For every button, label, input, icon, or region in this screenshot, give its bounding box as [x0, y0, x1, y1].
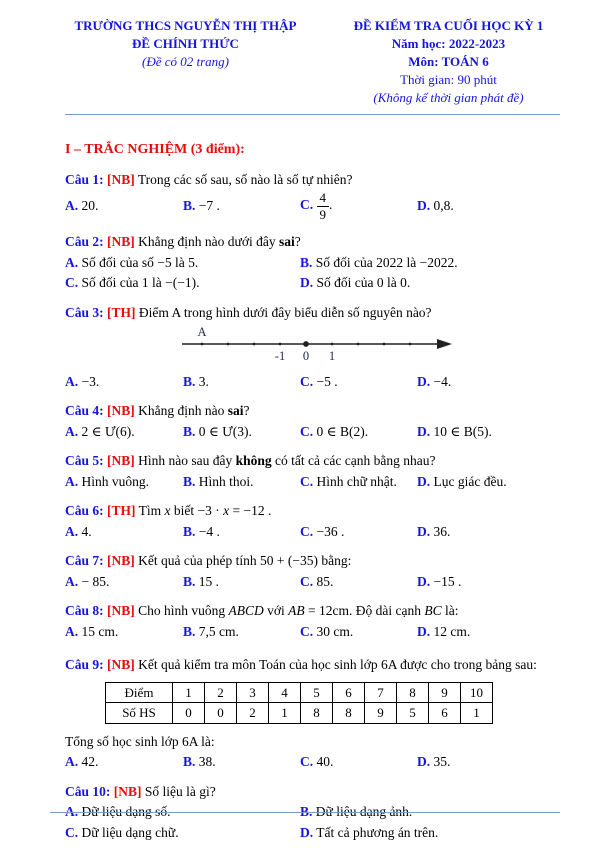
option-text: Dữ liệu dạng chữ. [81, 824, 179, 840]
question-4 [65, 402, 562, 440]
option-b [183, 473, 300, 491]
school-name: TRƯỜNG THCS NGUYỄN THỊ THẬP [74, 18, 297, 33]
score-cell: 3 [237, 682, 269, 703]
question-4-bold-word: sai [227, 403, 244, 419]
question-2-stem-end: ? [294, 234, 301, 250]
option-letter: A. [65, 373, 79, 389]
option-letter: D. [417, 523, 431, 539]
school-year: Năm học: 2022-2023 [391, 36, 506, 51]
option-d [417, 573, 562, 591]
option-text: 7,5 cm. [198, 623, 239, 639]
option-text: −3. [81, 373, 100, 389]
section-title: I – TRẮC NGHIỆM (3 điểm): [65, 142, 245, 157]
tick-label-0: 0 [302, 349, 310, 364]
fraction [317, 190, 333, 222]
equation-right: = −12 . [229, 503, 272, 519]
option-text: 4. [81, 523, 92, 539]
option-b [300, 254, 562, 272]
option-text: Số đối của 2022 là −2022. [315, 254, 458, 270]
score-cell: 10 [461, 682, 493, 703]
score-table [105, 682, 493, 724]
option-d [417, 753, 562, 771]
option-text: 3. [198, 373, 209, 389]
question-10-options-row2 [65, 824, 562, 842]
option-text: 0 ∈ B(2). [316, 423, 369, 439]
question-5-label: Câu 5: [65, 453, 104, 469]
question-6-stem-mid: biết [170, 503, 198, 519]
option-letter: A. [65, 254, 79, 270]
option-letter: B. [183, 473, 196, 489]
option-text: Hình vuông. [81, 473, 149, 489]
expression: 50 + (−35) [259, 553, 318, 569]
count-cell: 5 [397, 703, 429, 724]
question-1-stem: Trong các số sau, số nào là số tự nhiên? [137, 171, 353, 187]
option-b [183, 623, 300, 641]
question-8-stem: Cho hình vuông [138, 603, 229, 619]
score-cell: 2 [205, 682, 237, 703]
question-2-label: Câu 2: [65, 234, 104, 250]
option-letter: D. [417, 373, 431, 389]
table-row-counts [106, 703, 493, 724]
option-c [65, 824, 300, 842]
question-8 [65, 602, 562, 640]
shape-name: ABCD [228, 603, 264, 619]
option-text: 36. [433, 523, 451, 539]
option-text: 0 ∈ Ư(3). [198, 423, 252, 439]
option-letter: B. [183, 573, 196, 589]
option-letter: D. [417, 623, 431, 639]
question-4-label: Câu 4: [65, 403, 104, 419]
option-d [417, 623, 562, 641]
option-letter: C. [300, 573, 314, 589]
question-6-tag: [TH] [107, 503, 136, 519]
option-text: Tất cả phương án trên. [316, 824, 439, 840]
option-letter: D. [417, 573, 431, 589]
option-a [65, 373, 183, 391]
option-letter: C. [300, 423, 314, 439]
exam-type: ĐỀ CHÍNH THỨC [132, 36, 239, 51]
score-cell: 1 [173, 682, 205, 703]
option-text: Dữ liệu dạng số. [81, 804, 171, 820]
option-d [417, 473, 562, 491]
option-d [417, 373, 562, 391]
question-7-options [65, 573, 562, 591]
score-cell: 9 [429, 682, 461, 703]
option-text: Dữ liệu dạng ảnh. [315, 804, 413, 820]
option-d [417, 423, 562, 441]
option-b [183, 753, 300, 771]
question-8-options [65, 623, 562, 641]
tick-label-minus1: -1 [274, 349, 286, 364]
exam-content [0, 141, 600, 841]
question-4-tag: [NB] [107, 403, 135, 419]
option-letter: B. [300, 254, 313, 270]
exam-title: ĐỀ KIỂM TRA CUỐI HỌC KỲ 1 [353, 18, 544, 33]
option-letter: B. [183, 373, 196, 389]
question-7-text [65, 552, 562, 570]
pages-note: (Đề có 02 trang) [141, 54, 229, 69]
number-line-image [180, 327, 480, 365]
option-letter: A. [65, 804, 79, 820]
question-1-label: Câu 1: [65, 171, 104, 187]
question-6-label: Câu 6: [65, 503, 104, 519]
question-8-tag: [NB] [107, 603, 135, 619]
option-letter: C. [300, 373, 314, 389]
question-2 [65, 233, 562, 292]
option-text: 20. [81, 198, 99, 214]
header-divider [65, 114, 560, 115]
question-3-text [65, 304, 562, 322]
option-letter: C. [300, 197, 314, 213]
question-3-tag: [TH] [107, 304, 136, 320]
count-cell: 0 [205, 703, 237, 724]
option-a [65, 254, 300, 272]
question-8-label: Câu 8: [65, 603, 104, 619]
option-text: 10 ∈ B(5). [433, 423, 492, 439]
option-letter: C. [300, 523, 314, 539]
count-cell: 6 [429, 703, 461, 724]
question-1-tag: [NB] [107, 171, 135, 187]
option-d [417, 523, 562, 541]
option-letter: D. [417, 754, 431, 770]
question-10-tag: [NB] [113, 783, 142, 799]
option-a [65, 573, 183, 591]
option-text: 42. [81, 754, 99, 770]
option-text: 30 cm. [316, 623, 354, 639]
equation-variable: x [223, 503, 230, 519]
option-c [300, 623, 417, 641]
subject: Môn: TOÁN 6 [408, 54, 489, 69]
option-c [300, 191, 417, 221]
option-b [183, 373, 300, 391]
option-c [300, 373, 417, 391]
count-cell: 8 [333, 703, 365, 724]
score-cell: 7 [365, 682, 397, 703]
option-letter: B. [300, 804, 313, 820]
question-7 [65, 552, 562, 590]
question-4-stem: Khẳng định nào [138, 403, 228, 419]
question-4-text [65, 402, 562, 420]
score-cell: 6 [333, 682, 365, 703]
header-left-block [58, 17, 313, 107]
fraction-numerator: 4 [317, 191, 330, 207]
option-letter: A. [65, 623, 79, 639]
variable-x: x [164, 503, 171, 519]
question-8-stem-mid: với [263, 603, 289, 619]
option-text: −5 . [316, 373, 338, 389]
option-b [183, 573, 300, 591]
question-9-stem: Kết quả kiểm tra môn Toán của học sinh lớp 6A được cho trong bảng sau: [138, 657, 537, 673]
option-a [65, 423, 183, 441]
question-3 [65, 304, 562, 391]
page-bottom-divider [50, 812, 560, 813]
point-a-label: A [197, 327, 207, 340]
question-7-stem-end: bằng: [317, 553, 352, 569]
option-text: 0,8. [433, 198, 454, 214]
question-5-options [65, 473, 562, 491]
duration: Thời gian: 90 phút [400, 72, 497, 87]
option-letter: D. [417, 473, 431, 489]
question-9 [65, 656, 562, 771]
question-3-stem: Điểm A trong hình dưới đây biểu diễn số nguyên nào? [138, 304, 432, 320]
question-5 [65, 452, 562, 490]
question-8-stem-mid2: = 12cm. Độ dài cạnh [304, 603, 425, 619]
fraction-denominator: 9 [319, 206, 326, 222]
question-2-tag: [NB] [107, 234, 135, 250]
option-letter: C. [300, 623, 314, 639]
count-cell: 9 [365, 703, 397, 724]
option-c [300, 423, 417, 441]
option-b [183, 197, 300, 215]
option-text: 15 cm. [81, 623, 119, 639]
option-text: 40. [316, 754, 334, 770]
tick-label-1: 1 [328, 349, 336, 364]
option-d [300, 824, 562, 842]
option-c [65, 274, 300, 292]
option-a [65, 197, 183, 215]
score-cell: 8 [397, 682, 429, 703]
option-text: Số đối của 1 là −(−1). [81, 275, 200, 291]
question-2-text [65, 233, 562, 251]
option-letter: B. [183, 423, 196, 439]
question-2-bold-word: sai [278, 234, 295, 250]
option-text: Số đối của 0 là 0. [316, 275, 411, 291]
option-letter: C. [300, 754, 314, 770]
option-b [183, 423, 300, 441]
question-9-label: Câu 9: [65, 657, 104, 673]
option-text: . [329, 197, 333, 213]
option-c [300, 473, 417, 491]
option-text: Lục giác đều. [433, 473, 507, 489]
option-d [417, 197, 562, 215]
question-9-subtext: Tổng số học sinh lớp 6A là: [65, 733, 215, 749]
question-9-text [65, 656, 562, 674]
arrow-head-icon [437, 339, 452, 349]
question-5-stem-end: có tất cả các cạnh bằng nhau? [271, 453, 436, 469]
question-6-text [65, 502, 562, 520]
option-text: 15 . [198, 573, 220, 589]
question-4-stem-end: ? [243, 403, 250, 419]
question-5-stem: Hình nào sau đây [138, 453, 236, 469]
question-10-stem: Số liệu là gì? [144, 783, 216, 799]
option-letter: C. [65, 824, 79, 840]
question-5-tag: [NB] [107, 453, 135, 469]
question-1-text [65, 171, 562, 189]
question-3-options [65, 373, 562, 391]
side-bc: BC [424, 603, 442, 619]
option-c [300, 753, 417, 771]
origin-point [303, 341, 309, 347]
question-6-stem: Tìm [138, 503, 165, 519]
option-text: 38. [198, 754, 216, 770]
option-text: − 85. [81, 573, 110, 589]
option-letter: A. [65, 754, 79, 770]
option-a [65, 753, 183, 771]
count-cell: 1 [461, 703, 493, 724]
option-text: Hình thoi. [198, 473, 254, 489]
option-letter: D. [417, 423, 431, 439]
count-cell: 2 [237, 703, 269, 724]
question-3-label: Câu 3: [65, 304, 104, 320]
number-line-figure [180, 327, 562, 370]
option-letter: C. [65, 275, 79, 291]
count-cell: 0 [173, 703, 205, 724]
option-a [65, 473, 183, 491]
option-text: −4. [433, 373, 452, 389]
question-1 [65, 171, 562, 222]
question-7-stem: Kết quả của phép tính [138, 553, 260, 569]
option-letter: A. [65, 523, 79, 539]
option-c [300, 523, 417, 541]
option-d [300, 274, 562, 292]
question-9-options [65, 753, 562, 771]
count-cell: 8 [301, 703, 333, 724]
option-letter: B. [183, 754, 196, 770]
table-row-scores [106, 682, 493, 703]
option-text: −15 . [433, 573, 462, 589]
option-letter: C. [300, 473, 314, 489]
question-5-text [65, 452, 562, 470]
option-text: Hình chữ nhật. [316, 473, 397, 489]
question-2-options-row1 [65, 254, 562, 272]
question-6 [65, 502, 562, 540]
option-letter: B. [183, 198, 196, 214]
option-text: 85. [316, 573, 334, 589]
option-text: 2 ∈ Ư(6). [81, 423, 135, 439]
option-text: −4 . [198, 523, 220, 539]
option-text: −36 . [316, 523, 345, 539]
option-text: 12 cm. [433, 623, 471, 639]
score-cell: 4 [269, 682, 301, 703]
equation-left: −3 · [197, 503, 224, 519]
exam-header [0, 0, 600, 107]
option-letter: D. [300, 824, 314, 840]
question-8-stem-end: là: [441, 603, 459, 619]
option-a [65, 523, 183, 541]
count-cell: 1 [269, 703, 301, 724]
option-letter: B. [183, 623, 196, 639]
option-c [300, 573, 417, 591]
option-a [65, 623, 183, 641]
header-right-block [331, 17, 566, 107]
option-letter: A. [65, 573, 79, 589]
row-header-diem: Điểm [106, 682, 173, 703]
question-10-label: Câu 10: [65, 783, 111, 799]
option-text: Số đối của số −5 là 5. [81, 254, 199, 270]
option-letter: A. [65, 423, 79, 439]
side-ab: AB [288, 603, 305, 619]
question-2-stem: Khẳng định nào dưới đây [138, 234, 279, 250]
row-header-sohs: Số HS [106, 703, 173, 724]
question-5-bold-word: không [235, 453, 272, 469]
question-7-tag: [NB] [107, 553, 135, 569]
question-8-text [65, 602, 562, 620]
option-letter: D. [300, 275, 314, 291]
question-2-options-row2 [65, 274, 562, 292]
option-text: 35. [433, 754, 451, 770]
option-b [183, 523, 300, 541]
question-10-text [65, 783, 562, 801]
question-9-tag: [NB] [107, 657, 135, 673]
option-letter: B. [183, 523, 196, 539]
score-cell: 5 [301, 682, 333, 703]
question-4-options [65, 423, 562, 441]
option-letter: D. [417, 198, 431, 214]
option-letter: A. [65, 198, 79, 214]
question-1-options [65, 191, 562, 221]
question-6-options [65, 523, 562, 541]
option-letter: A. [65, 473, 79, 489]
option-text: −7 . [198, 198, 220, 214]
duration-note: (Không kể thời gian phát đề) [373, 90, 524, 105]
question-7-label: Câu 7: [65, 553, 104, 569]
